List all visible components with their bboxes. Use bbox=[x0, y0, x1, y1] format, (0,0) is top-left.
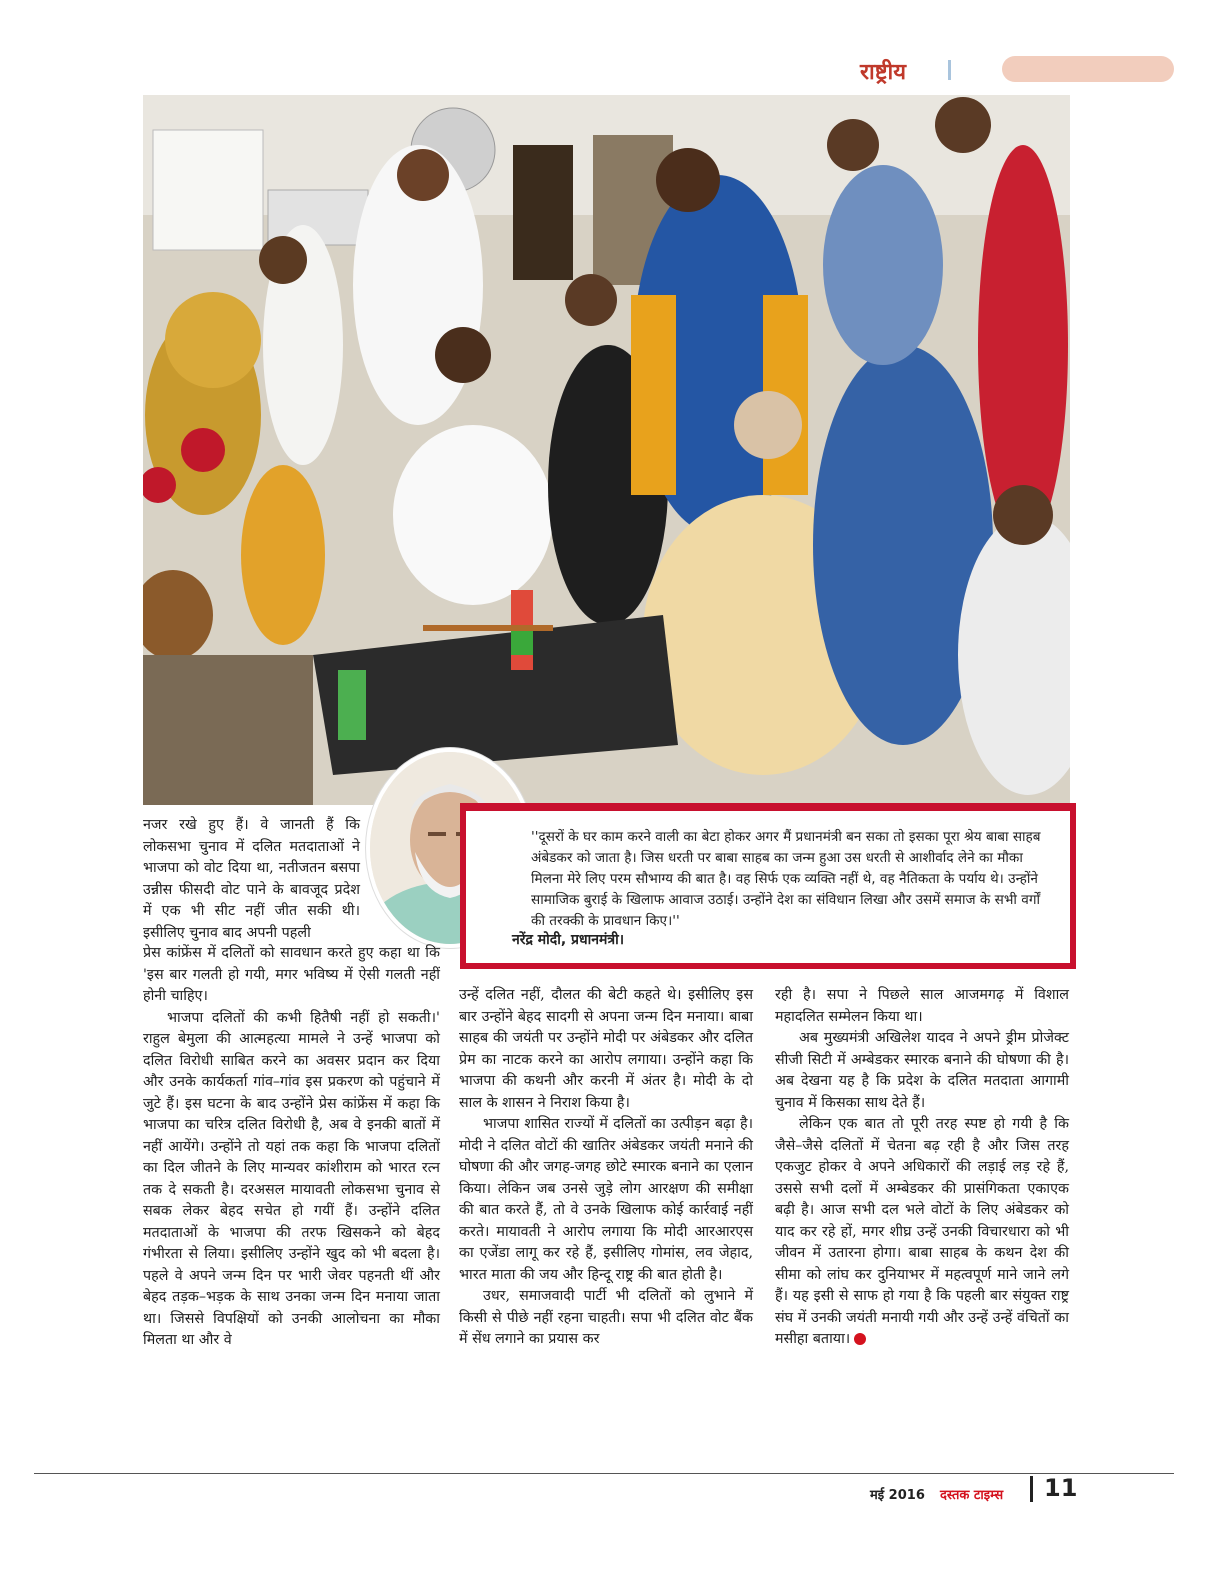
photo-illustration bbox=[143, 95, 1070, 805]
pull-quote-box bbox=[460, 803, 1076, 969]
pull-quote-text: ''दूसरों के घर काम करने वाली का बेटा होकर अगर मैं प्रधानमंत्री बन सका तो इसका पूरा श्रेय बाबा साहब अंबेडकर को जाता है। जिस धरती पर बाबा साहब का जन्म हुआ उस धरती से आशीर्वाद लेने का मौका मिलना मेरे लिए परम सौभाग्य की बात है। वह सिर्फ एक व्यक्ति नहीं थे, वह नैतिकता के पर्याय थे। उन्होंने सामाजिक बुराई के खिलाफ आवाज उठाई। उन्होंने देश का संविधान लिखा और उसमें समाज के सभी वर्गों की तरक्की के प्रावधान किए।'' bbox=[531, 829, 1041, 929]
paragraph: अब मुख्यमंत्री अखिलेश यादव ने अपने ड्रीम प्रोजेक्ट सीजी सिटी में अम्बेडकर स्मारक बनाने की घोषणा की है। अब देखना यह है कि प्रदेश के दलित मतदाता आगामी चुनाव में किसका साथ देते हैं। bbox=[775, 1030, 1069, 1111]
page-number: 11 bbox=[1044, 1474, 1078, 1502]
footer-rule bbox=[34, 1473, 1174, 1474]
article-column-1 bbox=[143, 943, 440, 1352]
header-decorative-pill bbox=[1002, 56, 1174, 82]
tribute-ceremony-photo bbox=[143, 95, 1070, 805]
paragraph: भाजपा शासित राज्यों में दलितों का उत्पीड़न बढ़ा है। मोदी ने दलित वोटों की खातिर अंबेडकर जयंती मनाने की घोषणा की और जगह-जगह छोटे स्मारक बनाने का एलान किया। लेकिन जब उनसे जुड़े लोग आरक्षण की समीक्षा की बात करते हैं, तो वे उनके खिलाफ कोई कार्रवाई नहीं करते। मायावती ने आरोप लगाया कि मोदी आरआरएस का एजेंडा लागू कर रहे हैं, इसीलिए गोमांस, लव जेहाद, भारत माता की जय और हिन्दू राष्ट्र की बात होती है। bbox=[459, 1116, 753, 1283]
paragraph-final-text: लेकिन एक बात तो पूरी तरह स्पष्ट हो गयी है कि जैसे–जैसे दलितों में चेतना बढ़ रही है और जिस तरह एकजुट होकर वे अपने अधिकारों की लड़ाई लड़ रहे हैं, उससे सभी दलों में अम्बेडकर की प्रासंगिकता एकाएक बढ़ी है। आज सभी दल भले वोटों के लिए अंबेडकर को याद कर रहे हों, मगर शीघ्र उन्हें उनकी विचारधारा को भी जीवन में उतारना होगा। बाबा साहब के कथन देश की सीमा को लांघ कर दुनियाभर में महत्वपूर्ण माने जाने लगे हैं। यह इसी से साफ हो गया है कि पहली बार संयुक्त राष्ट्र संघ में उनकी जयंती मनायी गयी और उन्हें उन्हें वंचितों का मसीहा बताया। bbox=[775, 1116, 1069, 1347]
paragraph: नजर रखे हुए हैं। वे जानती हैं कि लोकसभा चुनाव में दलित मतदाताओं ने भाजपा को वोट दिया था, नतीजतन बसपा उन्नीस फीसदी वोट पाने के बावजूद प्रदेश में एक भी सीट नहीं जीत सकी थी। इसीलिए चुनाव बाद अपनी पहली bbox=[143, 817, 360, 941]
header-divider bbox=[948, 60, 951, 80]
paragraph: प्रेस कांफ्रेंस में दलितों को सावधान करते हुए कहा था कि 'इस बार गलती हो गयी, मगर भविष्य में ऐसी गलती नहीं होनी चाहिए। bbox=[143, 945, 440, 1004]
footer-date: मई 2016 bbox=[870, 1488, 925, 1503]
paragraph: उन्हें दलित नहीं, दौलत की बेटी कहते थे। इसीलिए इस बार उन्होंने बेहद सादगी से अपना जन्म दिन मनाया। बाबा साहब की जयंती पर उन्होंने मोदी पर अंबेडकर और दलित प्रेम का नाटक करने का आरोप लगाया। उन्होंने कहा कि भाजपा की कथनी और करनी में अंतर है। मोदी के दो साल के शासन ने निराश किया है। bbox=[459, 987, 753, 1111]
end-mark-icon bbox=[854, 1333, 866, 1345]
footer-brand: दस्तक टाइम्स bbox=[940, 1488, 1004, 1503]
paragraph-final bbox=[775, 1114, 1069, 1351]
footer-divider bbox=[1030, 1476, 1033, 1502]
paragraph: भाजपा दलितों की कभी हितैषी नहीं हो सकती।' राहुल बेमुला की आत्महत्या मामले ने उन्हें भाजपा को दलित विरोधी साबित करने का अवसर प्रदान कर दिया और उनके कार्यकर्ता गांव–गांव इस प्रकरण को पहुंचाने में जुटे हैं। इस घटना के बाद उन्होंने प्रेस कांफ्रेंस में कहा कि भाजपा का चरित्र दलित विरोधी है, अब वे इनकी बातों में नहीं आयेंगे। उन्होंने तो यहां तक कहा कि भाजपा दलितों का दिल जीतने के लिए मान्यवर कांशीराम को भारत रत्न तक दे सकती है। दरअसल मायावती लोकसभा चुनाव से सबक लेकर बेहद सचेत हो गयीं हैं। उन्होंने दलित मतदाताओं के भाजपा की तरफ खिसकने को बेहद गंभीरता से लिया। इसीलिए उन्होंने खुद को भी बदला है। पहले वे अपने जन्म दिन पर भारी जेवर पहनती थीं और बेहद तड़क–भड़क के साथ उनका जन्म दिन मनाया जाता था। जिससे विपक्षियों को उनकी आलोचना का मौका मिलता था और वे bbox=[143, 1009, 440, 1348]
article-column-2 bbox=[459, 985, 753, 1351]
pull-quote-author: नरेंद्र मोदी, प्रधानमंत्री। bbox=[512, 932, 625, 948]
paragraph: उधर, समाजवादी पार्टी भी दलितों को लुभाने में किसी से पीछे नहीं रहना चाहती। सपा भी दलित वोट बैंक में सेंध लगाने का प्रयास कर bbox=[459, 1288, 753, 1347]
article-column-3 bbox=[775, 985, 1069, 1351]
section-label: राष्ट्रीय bbox=[860, 60, 907, 85]
paragraph: रही है। सपा ने पिछले साल आजमगढ़ में विशाल महादलित सम्मेलन किया था। bbox=[775, 987, 1069, 1025]
article-column-1-top bbox=[143, 815, 360, 944]
